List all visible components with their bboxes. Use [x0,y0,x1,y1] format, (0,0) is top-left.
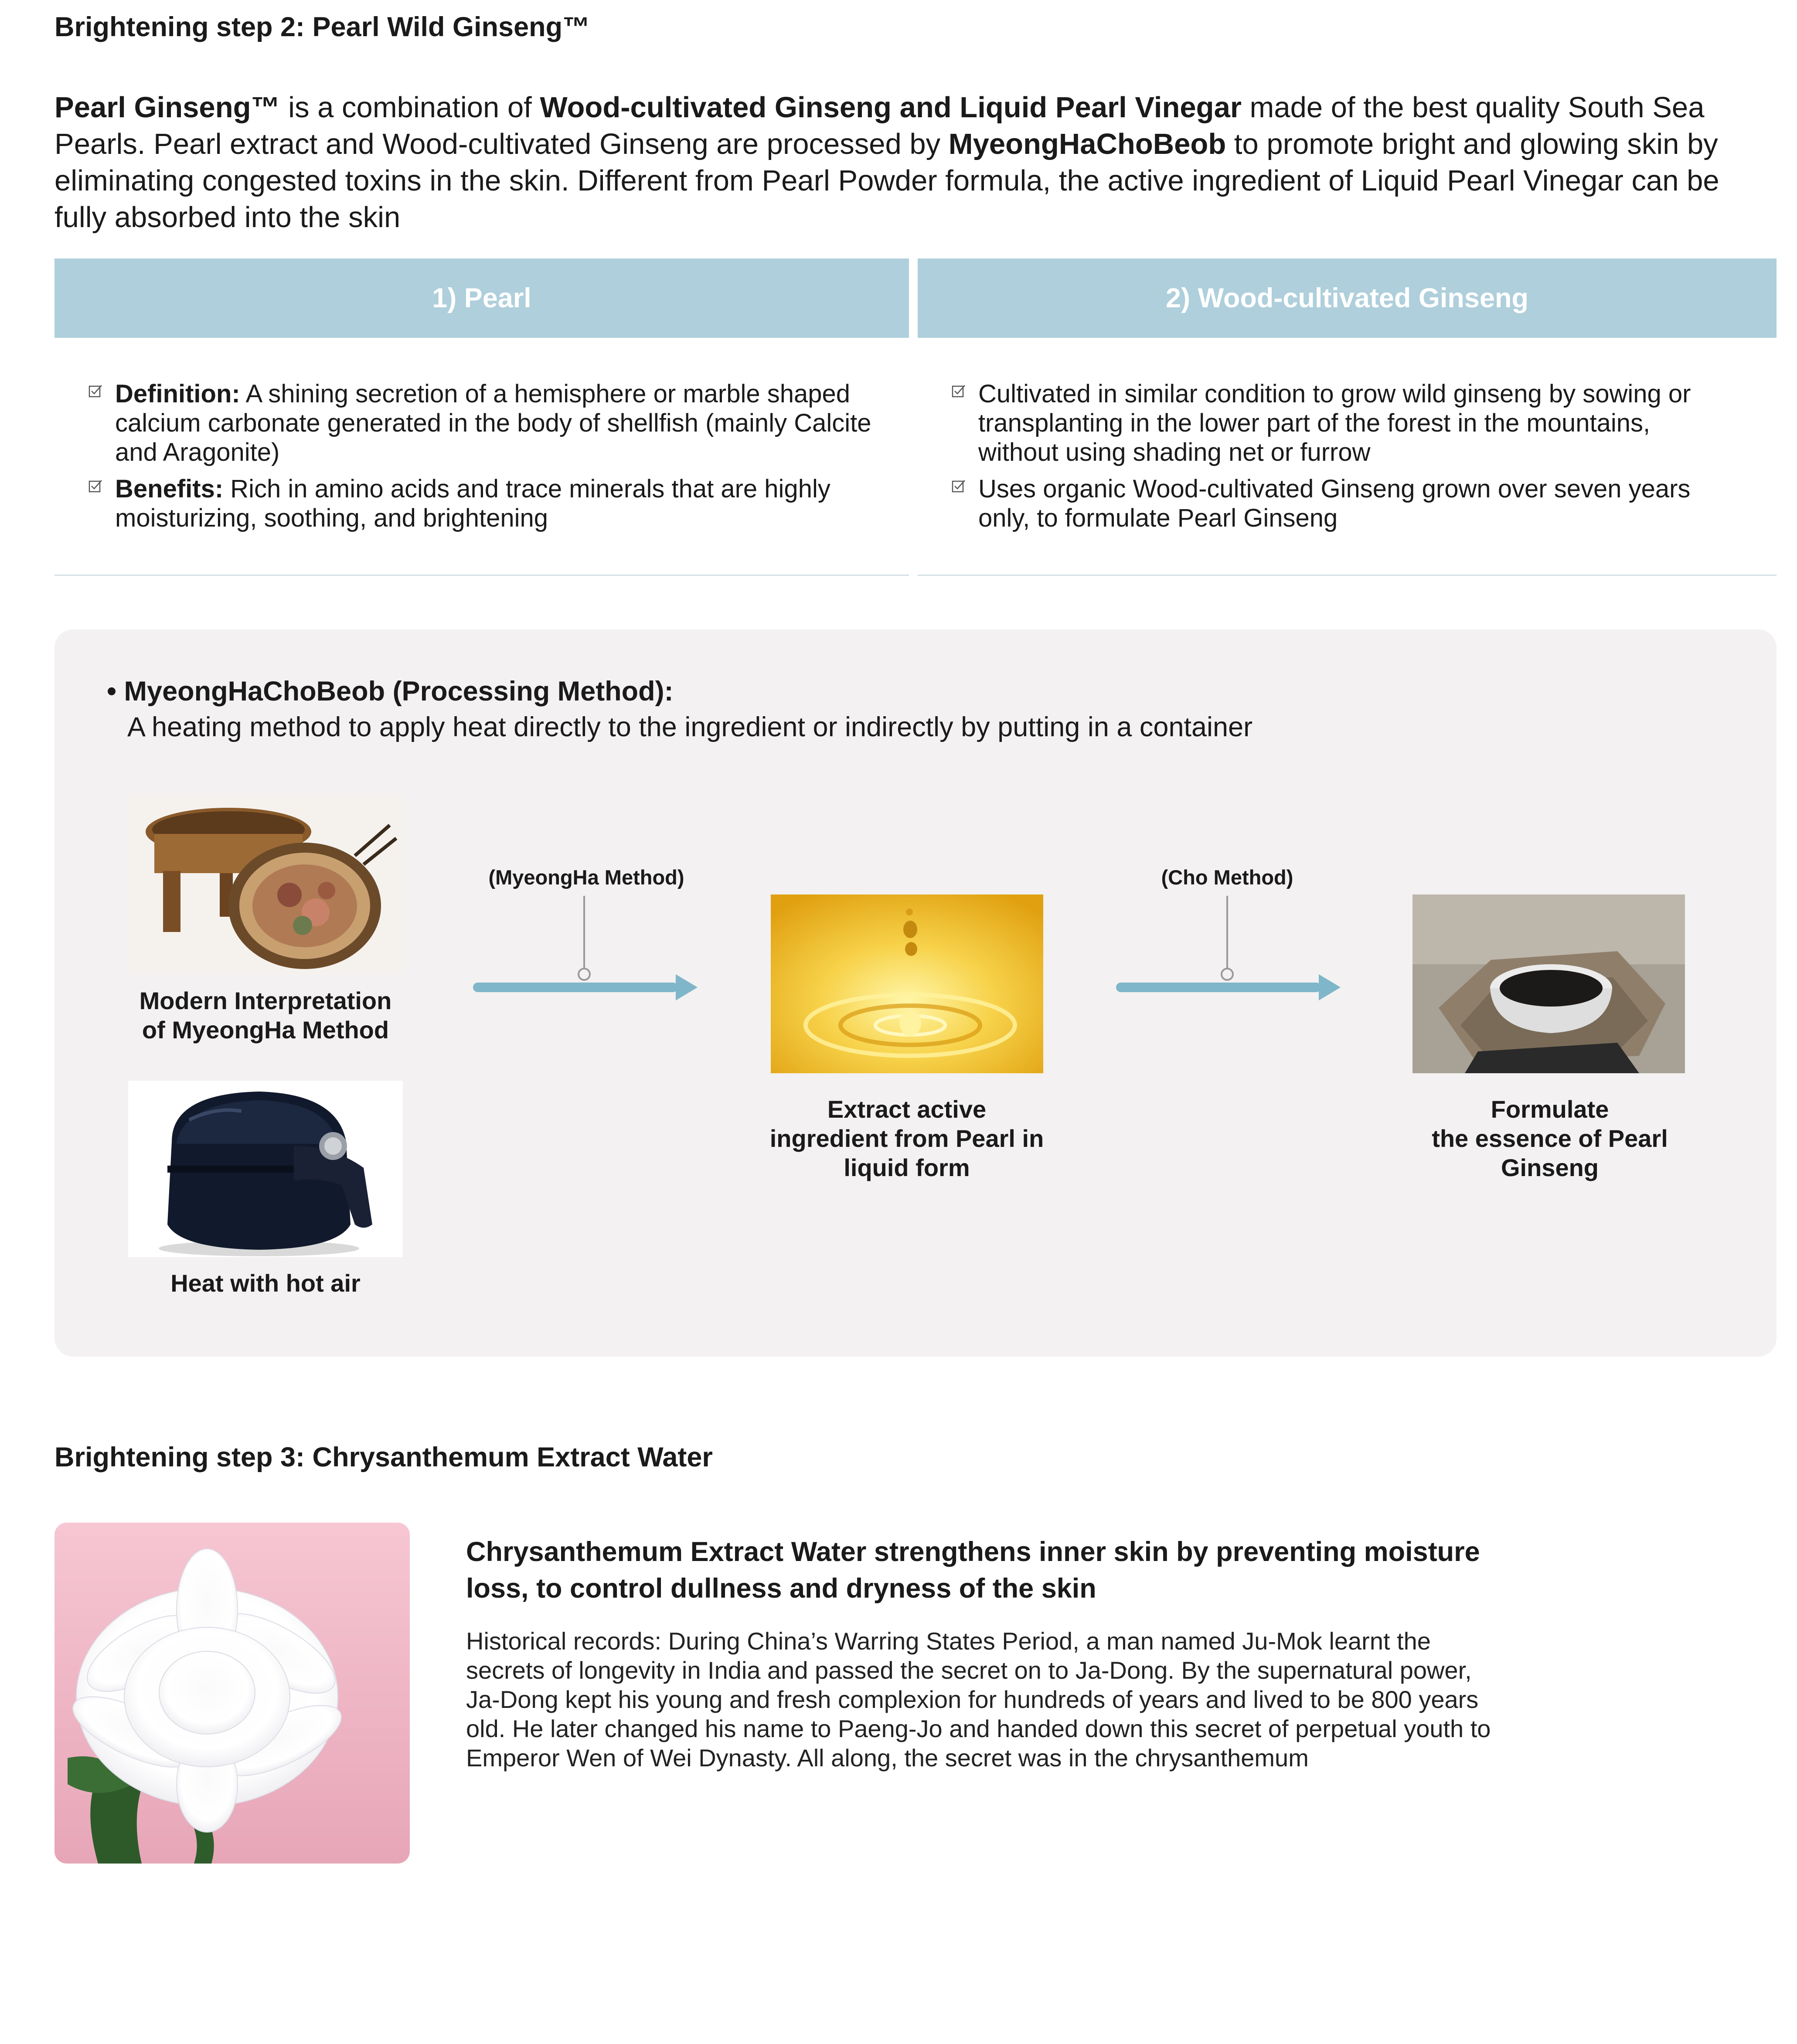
chrysanthemum-image [54,1523,410,1864]
benefits-text: Rich in amino acids and trace minerals that are highly moisturizing, soothing, and brightening [115,475,830,532]
caption-line: the essence of Pearl [1432,1125,1668,1152]
definition-label: Definition: [115,380,240,408]
myeongha-method-label: (MyeongHa Method) [488,866,684,889]
table-divider [54,575,909,576]
cho-arrow [1114,896,1349,1000]
checkbox-icon [952,480,966,493]
intro-text-3: to promote bright and glowing skin by eliminating congested toxins in the skin. Different from Pearl Powder formula, the active ingredient of Liquid Pearl Vinegar can be fully absorbed into the skin [54,128,1719,234]
pearl-column-header: 1) Pearl [54,258,909,338]
checkbox-icon [88,384,102,398]
caption-line: Formulate [1491,1095,1609,1123]
ancient-vessel-image [128,795,403,973]
intro-bold-3: MyeongHaChoBeob [948,128,1226,160]
checkbox-icon [88,480,102,493]
chrysanthemum-body: Historical records: During China’s Warring States Period, a man named Ju-Mok learnt the secrets of longevity in India and passed the secret on to Ja-Dong. By the supernatural power, Ja-Dong kept his young and fresh complexion for hundreds of years and lived to be 800 years old. He later changed his name to Paeng-Jo and handed down this secret of perpetual youth to Emperor Wen of Wei Dynasty. All along, the secret was in the chrysanthemum [466,1627,1491,1772]
air-fryer-image [128,1081,403,1257]
modern-interpretation-caption [106,986,425,1044]
ginseng-column-header: 2) Wood-cultivated Ginseng [918,258,1777,338]
list-item [88,474,899,533]
cho-method-label: (Cho Method) [1161,866,1293,889]
chrysanthemum-headline: Chrysanthemum Extract Water strengthens inner skin by preventing moisture loss, to control dullness and dryness of the skin [466,1537,1480,1604]
caption-line: of MyeongHa Method [142,1016,389,1044]
caption-line: Ginseng [1501,1154,1599,1181]
processing-method-description: A heating method to apply heat directly to the ingredient or indirectly by putting in a container [127,712,1253,742]
liquid-pearl-image [771,894,1043,1073]
ginseng-item-text: Uses organic Wood-cultivated Ginseng grown over seven years only, to formulate Pearl Ginseng [978,475,1691,532]
intro-paragraph [54,89,1777,236]
formulate-essence-caption [1384,1095,1715,1182]
definition-text: A shining secretion of a hemisphere or marble shaped calcium carbonate generated in the body of shellfish (mainly Calcite and Aragonite) [115,380,871,466]
caption-line: Modern Interpretation [139,987,392,1014]
myeongha-arrow [471,896,706,1000]
table-divider [918,575,1777,576]
heat-with-hot-air-caption: Heat with hot air [170,1269,361,1297]
intro-text-2: made of the best quality South Sea Pearls. Pearl extract and Wood-cultivated Ginseng are processed by [54,91,1705,160]
list-item [952,379,1736,467]
list-item [952,474,1736,533]
pearl-ginseng-essence-image [1412,894,1685,1073]
caption-line: Extract active [827,1095,987,1123]
extract-active-caption [741,1095,1072,1182]
intro-bold-1: Pearl Ginseng™ [54,91,280,124]
intro-text-1: is a combination of [280,91,540,124]
benefits-label: Benefits: [115,475,224,503]
ginseng-item-text: Cultivated in similar condition to grow wild ginseng by sowing or transplanting in the lower part of the forest in the mountains, without using shading net or furrow [978,380,1691,466]
processing-method-title: • MyeongHaChoBeob (Processing Method): [107,676,674,707]
intro-bold-2: Wood-cultivated Ginseng and Liquid Pearl Vinegar [540,91,1242,124]
caption-line: liquid form [844,1154,970,1181]
caption-line: ingredient from Pearl in [769,1125,1044,1152]
pearl-list [88,379,899,540]
ginseng-list [952,379,1736,540]
step3-title: Brightening step 3: Chrysanthemum Extract Water [54,1442,713,1473]
step2-title: Brightening step 2: Pearl Wild Ginseng™ [54,12,590,42]
list-item [88,379,899,467]
checkbox-icon [952,384,966,398]
